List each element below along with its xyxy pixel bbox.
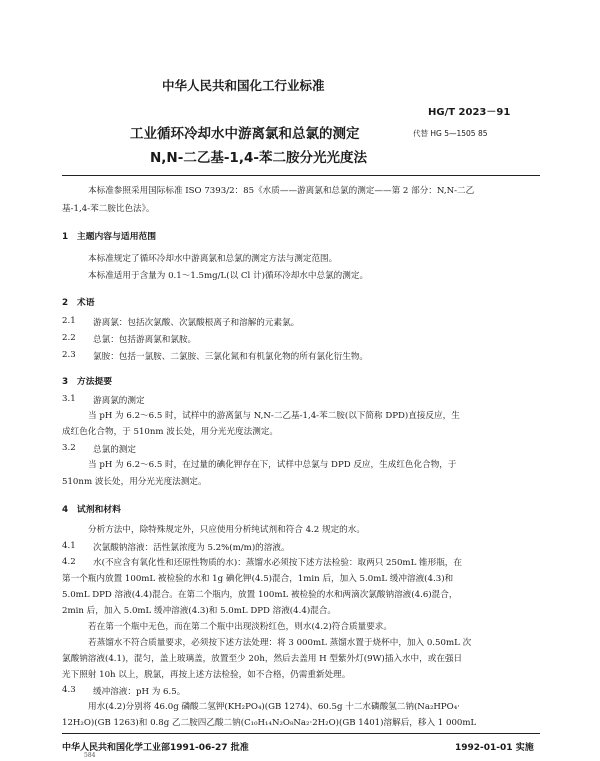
reagent-4-2-line2: 第一个瓶内放置 100mL 被检验的水和 1g 碘化钾(4.5)混合，1min 后，加入 5.0mL 缓冲溶液(4.3)和	[62, 574, 454, 584]
reagent-4-1-text: 次氯酸钠溶液：活性氯浓度为 5.2%(m/m)的溶液。	[93, 543, 290, 553]
reagent-4-2-line5: 若在第一个瓶中无色，而在第二个瓶中出现淡粉红色，则水(4.2)符合质量要求。	[88, 622, 392, 632]
intro-line2: 基-1,4-苯二胺比色法》。	[62, 204, 155, 214]
term-2-1-text: 游离氯：包括次氯酸、次氯酸根离子和溶解的元素氯。	[93, 318, 300, 328]
reagent-4-2-line4: 2min 后，加入 5.0mL 缓冲溶液(4.3)和 5.0mL DPD 溶液(4.4)混合。	[62, 606, 336, 616]
section-1-paragraph-1: 本标准规定了循环冷却水中游离氯和总氯的测定方法与测定范围。	[88, 254, 338, 264]
subsection-3-1-number: 3.1	[62, 394, 76, 404]
reagent-4-1-number: 4.1	[62, 541, 76, 551]
reagent-4-2-line6: 若蒸馏水不符合质量要求，必须按下述方法处理：将 3 000mL 蒸馏水置于烧杯中，加入 0.50mL 次	[88, 638, 472, 648]
subsection-3-1-line1: 当 pH 为 6.2～6.5 时，试样中的游离氯与 N,N-二乙基-1,4-苯二胺(以下简称 DPD)直接反应，生	[88, 411, 460, 421]
document-title-line2: N,N-二乙基-1,4-苯二胺分光光度法	[150, 150, 367, 166]
implementation-date: 1992-01-01 实施	[455, 743, 534, 753]
subsection-3-2-number: 3.2	[62, 443, 76, 453]
section-3-heading: 3 方法提要	[62, 377, 113, 387]
reagent-4-2-line8: 光下照射 10h 以上，脱氯，再按上述方法检验，如不合格，仍需重新处理。	[62, 670, 351, 680]
subsection-3-2-title: 总氯的测定	[93, 445, 136, 455]
document-title-line1: 工业循环冷却水中游离氯和总氯的测定	[130, 126, 360, 142]
reagent-4-3-number: 4.3	[62, 685, 76, 695]
reagent-4-2-line3: 5.0mL DPD 溶液(4.4)混合。在第二个瓶内，放置 100mL 被检验的水和两滴次氯酸钠溶液(4.6)混合，	[62, 590, 458, 600]
approval-line: 中华人民共和国化学工业部1991-06-27 批准	[62, 743, 249, 753]
term-2-3-number: 2.3	[62, 350, 76, 360]
reagent-4-2-line1: 水(不应含有氧化性和还原性物质的水)：蒸馏水必须按下述方法检验：取两只 250mL 锥形瓶，在	[93, 558, 462, 568]
issuing-organization: 中华人民共和国化工行业标准	[162, 78, 325, 93]
reagent-4-3-text: 缓冲溶液：pH 为 6.5。	[93, 687, 186, 697]
term-2-3-text: 氯胺：包括一氯胺、二氯胺、三氯化氮和有机氯化物的所有氯化衍生物。	[93, 352, 369, 362]
reagent-4-3-line2: 12H₂O)(GB 1263)和 0.8g 乙二胺四乙酸二钠(C₁₀H₁₄N₂O₈Na₂·2H₂O)(GB 1401)溶解后，移入 1 000mL	[62, 718, 477, 728]
term-2-2-number: 2.2	[62, 333, 76, 343]
section-1-paragraph-2: 本标准适用于含量为 0.1～1.5mg/L(以 Cl 计)循环冷却水中总氯的测定。	[88, 271, 369, 281]
subsection-3-2-line2: 510nm 波长处，用分光光度法测定。	[62, 477, 207, 487]
subsection-3-1-line2: 成红色化合物，于 510nm 波长处，用分光光度法测定。	[62, 427, 279, 437]
section-1-heading: 1 主题内容与适用范围	[62, 232, 157, 242]
section-2-heading: 2 术语	[62, 298, 95, 308]
section-4-paragraph-1: 分析方法中，除特殊规定外，只应使用分析纯试剂和符合 4.2 规定的水。	[88, 525, 365, 535]
header-rule	[62, 175, 540, 176]
subsection-3-2-line1: 当 pH 为 6.2～6.5 时，在过量的碘化钾存在下，试样中总氯与 DPD 反应，生成红色化合物，于	[88, 460, 457, 470]
standard-code: HG/T 2023－91	[428, 107, 511, 118]
term-2-2-text: 总氯：包括游离氯和氯胺。	[93, 335, 197, 345]
footer-rule	[62, 733, 540, 734]
page-number: 584	[84, 752, 96, 759]
reagent-4-3-line1: 用水(4.2)分别将 46.0g 磷酸二氢钾(KH₂PO₄)(GB 1274)、60.5g 十二水磷酸氢二钠(Na₂HPO₄·	[88, 702, 460, 712]
term-2-1-number: 2.1	[62, 316, 76, 326]
reagent-4-2-number: 4.2	[62, 557, 76, 567]
reagent-4-2-line7: 氯酸钠溶液(4.1)，混匀，盖上玻璃盖，放置至少 20h，然后去盖用 H 型紫外灯(9W)插入水中，或在强日	[62, 654, 463, 664]
intro-line1: 本标准参照采用国际标准 ISO 7393/2：85《水质——游离氯和总氯的测定——第 2 部分：N,N-二乙	[88, 186, 475, 196]
replaced-standard: 代替 HG 5—1505 85	[413, 129, 488, 138]
section-4-heading: 4 试剂和材料	[62, 505, 121, 515]
subsection-3-1-title: 游离氯的测定	[93, 396, 145, 406]
